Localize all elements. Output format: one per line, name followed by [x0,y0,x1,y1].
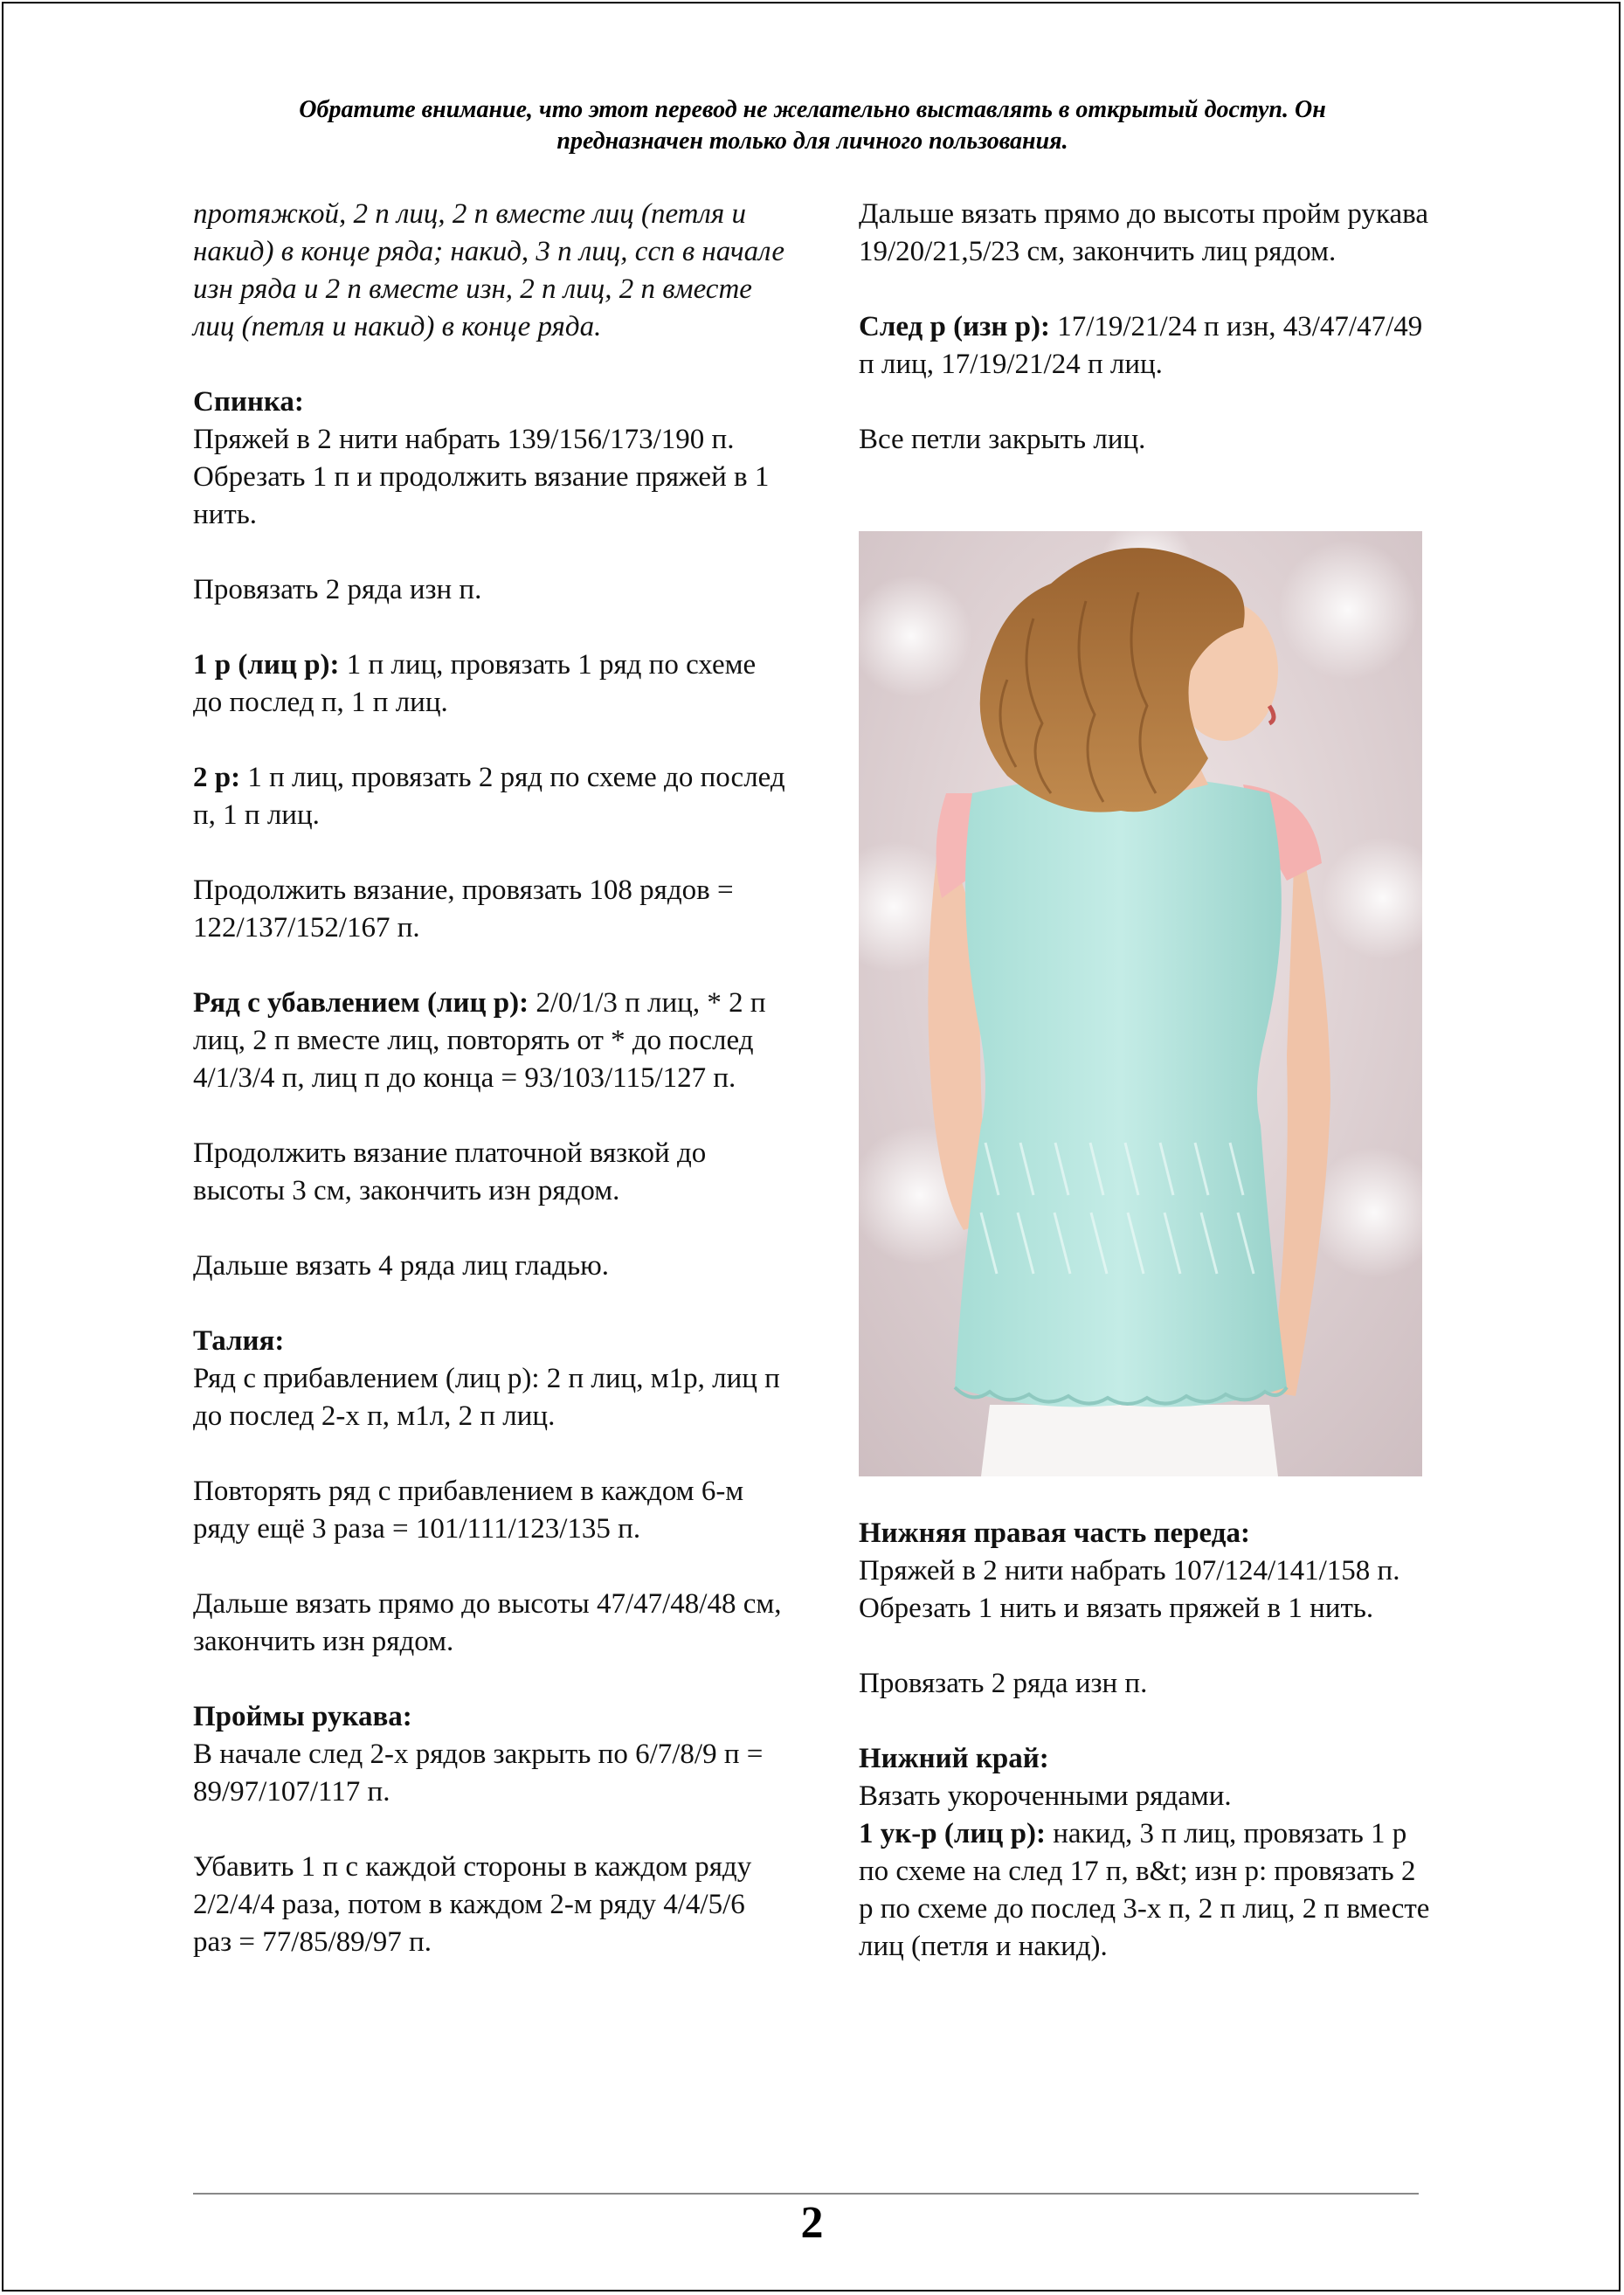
purl-rows-text: Провязать 2 ряда изн п. [193,574,482,605]
front-heading: Нижняя правая часть переда: [859,1517,1250,1549]
waist-heading: Талия: [193,1325,285,1357]
armhole-height-text: Дальше вязать прямо до высоты пройм рукава 19/20/21,5/23 см, закончить лиц рядом. [859,198,1428,267]
intro-paragraph: протяжкой, 2 п лиц, 2 п вместе лиц (петля и накид) в конце ряда; накид, 3 п лиц, ссп в начале изн ряда и 2 п вместе изн, 2 п лиц, 2 п вместе лиц (петля и накид) в конце ряда. [193,198,784,342]
decrease-label: Ряд с убавлением (лиц р): [193,987,529,1019]
next-row-text: 17/19/21/24 п изн, 43/47/47/49 п лиц, 17/19/21/24 п лиц. [859,311,1423,380]
bind-off-text: Все петли закрыть лиц. [859,424,1146,455]
row2-label: 2 р: [193,762,241,793]
next-row-paragraph [859,308,1435,384]
notice-line-2: предназначен только для личного пользования. [556,128,1068,155]
row1-label: 1 р (лиц р): [193,649,340,681]
front-paragraph [859,1515,1435,1628]
straight-height-text: Дальше вязать прямо до высоты 47/47/48/48 см, закончить изн рядом. [193,1588,782,1657]
back-section [193,384,787,534]
front-purl-rows-text: Провязать 2 ряда изн п. [859,1668,1148,1699]
model-photo [859,531,1422,1476]
left-column [193,196,787,1961]
right-column [859,196,1435,1962]
next-row-label: След р (изн р): [859,311,1050,342]
continue-rows-text: Продолжить вязание, провязать 108 рядов = 122/137/152/167 п. [193,874,734,944]
repeat-increase-text: Повторять ряд с прибавлением в каждом 6-м ряду ещё 3 раза = 101/111/123/135 п. [193,1476,744,1545]
row2-text: 1 п лиц, провязать 2 ряд по схеме до послед п, 1 п лиц. [193,762,785,831]
short-row-text: накид, 3 п лиц, провязать 1 р по схеме на след 17 п, в&t; изн р: провязать 2 р по схеме до послед 3-х п, 2 п лиц, 2 п вместе лиц (петля и накид). [859,1818,1430,1962]
waist-text: Ряд с прибавлением (лиц р): 2 п лиц, м1р, лиц п до послед 2-х п, м1л, 2 п лиц. [193,1363,780,1432]
back-text: Пряжей в 2 нити набрать 139/156/173/190 п. Обрезать 1 п и продолжить вязание пряжей в 1 нить. [193,424,770,530]
stockinette-text: Дальше вязать 4 ряда лиц гладью. [193,1250,610,1282]
edge-heading: Нижний край: [859,1743,1049,1774]
armhole-text: В начале след 2-х рядов закрыть по 6/7/8/9 п = 89/97/107/117 п. [193,1739,764,1808]
page-number: 2 [800,2198,824,2248]
garter-text: Продолжить вязание платочной вязкой до высоты 3 см, закончить изн рядом. [193,1137,707,1206]
copyright-notice [201,94,1424,157]
front-section [859,1515,1435,1966]
armhole-heading: Проймы рукава: [193,1701,412,1732]
row2-paragraph [193,759,787,834]
decrease-text: 2/0/1/3 п лиц, * 2 п лиц, 2 п вместе лиц, повторять от * до послед 4/1/3/4 п, лиц п до конца = 93/103/115/127 п. [193,987,766,1094]
waist-section [193,1323,787,1435]
decrease-paragraph [193,985,787,1097]
front-text: Пряжей в 2 нити набрать 107/124/141/158 п. Обрезать 1 нить и вязать пряжей в 1 нить. [859,1555,1400,1624]
short-row-label: 1 ук-р (лиц р): [859,1818,1046,1849]
armhole-decrease-text: Убавить 1 п с каждой стороны в каждом ряду 2/2/4/4 раза, потом в каждом 2-м ряду 4/4/5/6 раз = 77/85/89/97 п. [193,1851,752,1958]
back-heading: Спинка: [193,386,304,418]
row1-paragraph [193,646,787,722]
notice-line-1: Обратите внимание, что этот перевод не желательно выставлять в открытый доступ. Он [299,96,1326,123]
armhole-section [193,1698,787,1811]
row1-text: 1 п лиц, провязать 1 ряд по схеме до послед п, 1 п лиц. [193,649,757,718]
edge-paragraph [859,1740,1435,1966]
footer-divider [193,2193,1419,2195]
edge-text: Вязать укороченными рядами. [859,1780,1232,1812]
